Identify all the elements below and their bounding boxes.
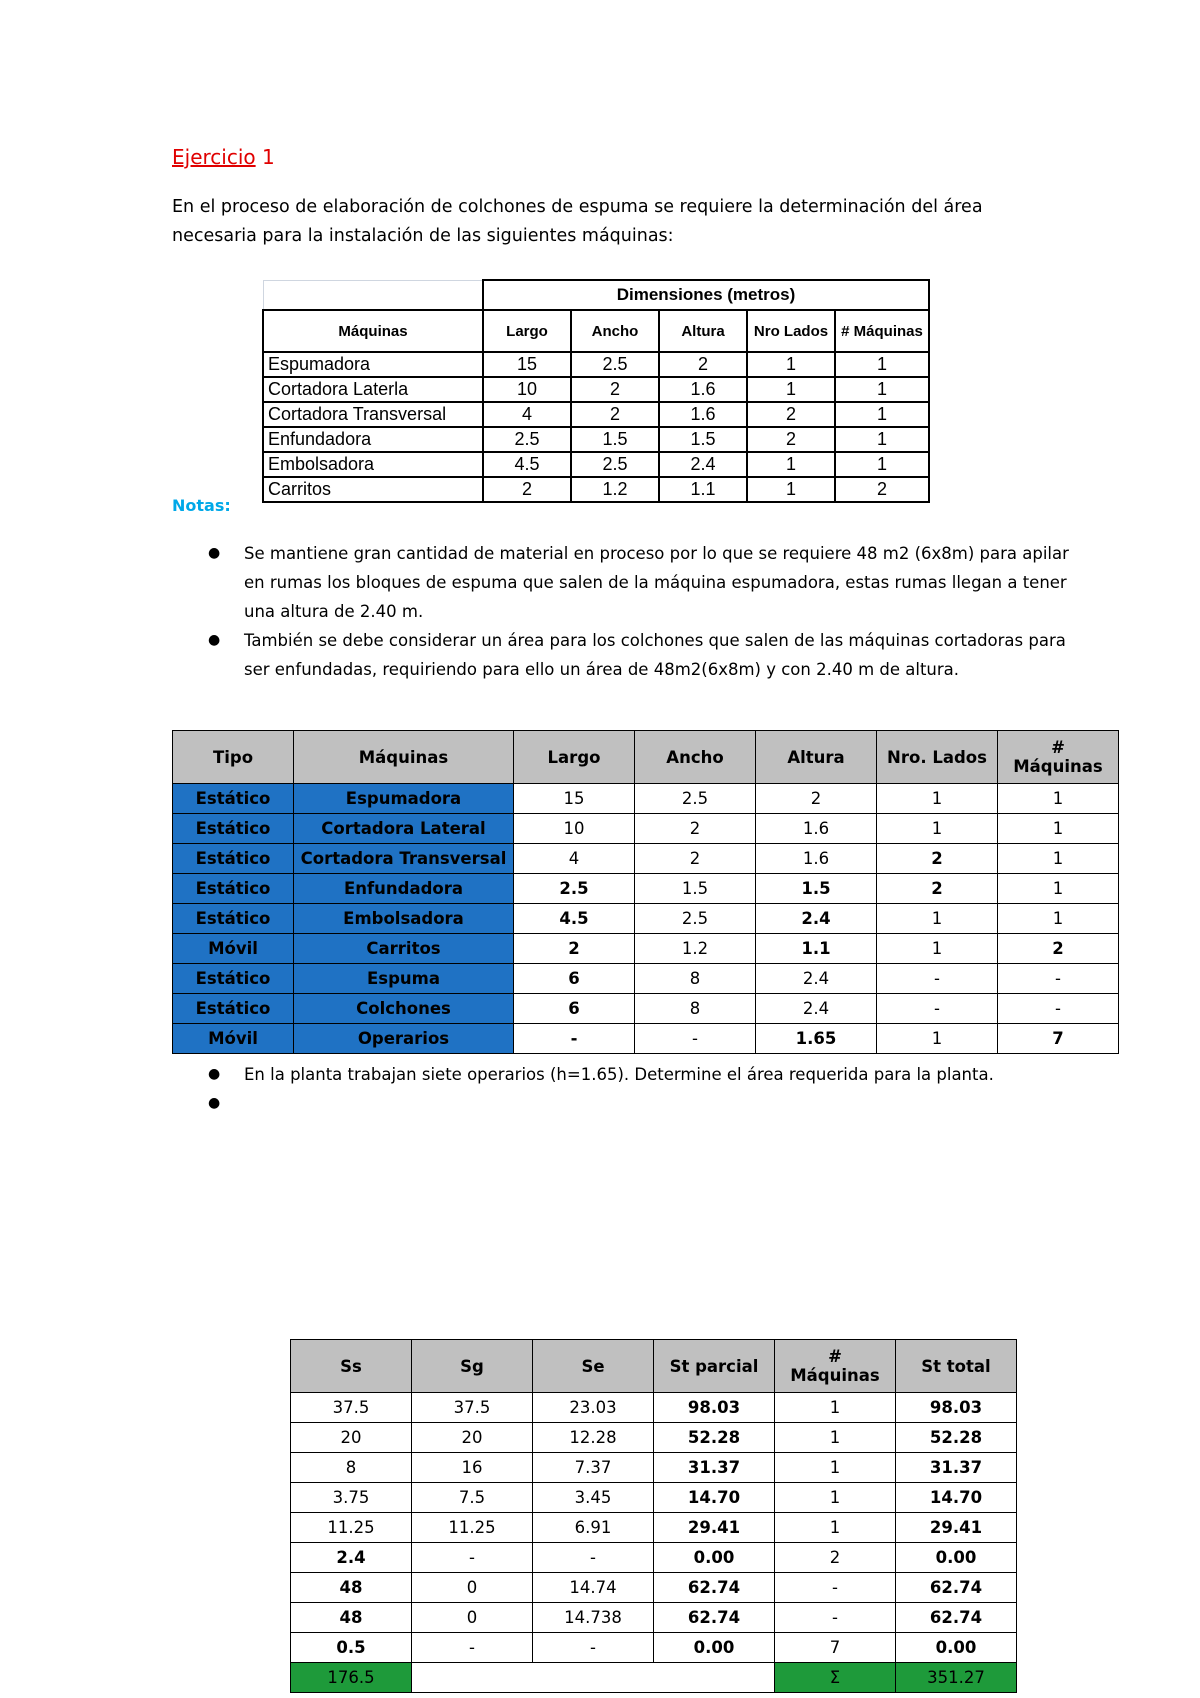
value-cell: 2.5 — [571, 352, 659, 377]
value-cell: 52.28 — [896, 1423, 1017, 1453]
table-row — [291, 1453, 1017, 1483]
note-text: Se mantiene gran cantidad de material en proceso por lo que se requiere 48 m2 (6x8m) para apilar en rumas los bloques de espuma que salen de la máquina espumadora, estas rumas llegan a tener una altura de 2.40 m. — [244, 544, 1069, 621]
value-cell: - — [635, 1024, 756, 1054]
machine-name-cell: Colchones — [294, 994, 514, 1024]
value-cell: - — [877, 994, 998, 1024]
type-cell: Estático — [173, 904, 294, 934]
value-cell: 7 — [998, 1024, 1119, 1054]
table-row — [173, 934, 1119, 964]
value-cell: 1 — [775, 1423, 896, 1453]
value-cell: 2 — [747, 427, 835, 452]
type-cell: Estático — [173, 874, 294, 904]
table-row — [173, 814, 1119, 844]
table2-header-hash: # — [1051, 738, 1065, 757]
value-cell: - — [412, 1543, 533, 1573]
value-cell: 62.74 — [896, 1603, 1017, 1633]
value-cell: 1.2 — [571, 477, 659, 502]
value-cell: 1 — [747, 352, 835, 377]
list-item — [172, 1060, 1084, 1089]
machine-name-cell: Enfundadora — [263, 427, 483, 452]
value-cell: 1 — [877, 904, 998, 934]
value-cell: 2 — [571, 377, 659, 402]
value-cell: 6 — [514, 994, 635, 1024]
machine-name-cell: Embolsadora — [263, 452, 483, 477]
table3-header — [775, 1340, 896, 1393]
value-cell: 1 — [835, 402, 929, 427]
value-cell: 1 — [747, 377, 835, 402]
value-cell: 2 — [514, 934, 635, 964]
table1-header-row — [263, 310, 929, 352]
value-cell: 1 — [747, 477, 835, 502]
machine-name-cell: Operarios — [294, 1024, 514, 1054]
table2-header — [998, 731, 1119, 784]
list-item — [172, 539, 1084, 626]
table-row — [291, 1483, 1017, 1513]
value-cell: 29.41 — [896, 1513, 1017, 1543]
value-cell: 98.03 — [896, 1393, 1017, 1423]
machine-name-cell: Cortadora Laterla — [263, 377, 483, 402]
value-cell: 48 — [291, 1573, 412, 1603]
type-cell: Móvil — [173, 1024, 294, 1054]
table1-header: Largo — [483, 310, 571, 352]
value-cell: 14.70 — [896, 1483, 1017, 1513]
machine-name-cell: Espuma — [294, 964, 514, 994]
value-cell: 12.28 — [533, 1423, 654, 1453]
value-cell: 0.00 — [654, 1633, 775, 1663]
value-cell: 20 — [412, 1423, 533, 1453]
value-cell: - — [877, 964, 998, 994]
value-cell: 1.5 — [756, 874, 877, 904]
value-cell: 4 — [483, 402, 571, 427]
table-row — [173, 994, 1119, 1024]
value-cell: 11.25 — [412, 1513, 533, 1543]
table-row — [173, 1024, 1119, 1054]
value-cell: 16 — [412, 1453, 533, 1483]
table-row — [291, 1633, 1017, 1663]
value-cell: - — [412, 1633, 533, 1663]
machine-name-cell: Espumadora — [263, 352, 483, 377]
table1-header: Altura — [659, 310, 747, 352]
bullet-icon: ● — [208, 632, 221, 648]
value-cell: 2.4 — [659, 452, 747, 477]
value-cell: 1 — [877, 814, 998, 844]
value-cell: 8 — [635, 964, 756, 994]
value-cell: 4.5 — [514, 904, 635, 934]
table-row — [291, 1393, 1017, 1423]
value-cell: 3.75 — [291, 1483, 412, 1513]
value-cell: 20 — [291, 1423, 412, 1453]
type-cell: Estático — [173, 994, 294, 1024]
question-text: En la planta trabajan siete operarios (h=1.65). Determine el área requerida para la planta. — [244, 1065, 994, 1084]
value-cell: - — [775, 1603, 896, 1633]
machine-name-cell: Embolsadora — [294, 904, 514, 934]
table1-header: Ancho — [571, 310, 659, 352]
value-cell: 1.6 — [659, 377, 747, 402]
table3-header: St parcial — [654, 1340, 775, 1393]
value-cell: 1.1 — [659, 477, 747, 502]
table2-header-row — [173, 731, 1119, 784]
value-cell: 0.00 — [896, 1543, 1017, 1573]
table2-header: Ancho — [635, 731, 756, 784]
value-cell: 52.28 — [654, 1423, 775, 1453]
value-cell: 48 — [291, 1603, 412, 1633]
value-cell: 1 — [775, 1393, 896, 1423]
notes-list — [172, 539, 1084, 684]
value-cell: 1.5 — [571, 427, 659, 452]
question-list — [172, 1060, 1084, 1111]
value-cell: 1.1 — [756, 934, 877, 964]
bullet-icon: ● — [208, 1066, 221, 1082]
value-cell: 1 — [877, 934, 998, 964]
table3-header: Se — [533, 1340, 654, 1393]
value-cell: 98.03 — [654, 1393, 775, 1423]
value-cell: 0.5 — [291, 1633, 412, 1663]
value-cell: 6 — [514, 964, 635, 994]
table3-header: Sg — [412, 1340, 533, 1393]
table-row — [291, 1573, 1017, 1603]
value-cell: 1 — [747, 452, 835, 477]
value-cell: 1 — [835, 452, 929, 477]
table2-header-maquinas: Máquinas — [1013, 757, 1103, 776]
table2-header: Altura — [756, 731, 877, 784]
value-cell: 10 — [483, 377, 571, 402]
value-cell: 10 — [514, 814, 635, 844]
table-row — [263, 352, 929, 377]
table3-header: Ss — [291, 1340, 412, 1393]
value-cell: 14.74 — [533, 1573, 654, 1603]
table-row — [263, 427, 929, 452]
type-cell: Estático — [173, 784, 294, 814]
total-ss-cell: 176.5 — [291, 1663, 412, 1693]
table1-header: Máquinas — [263, 310, 483, 352]
type-cell: Estático — [173, 844, 294, 874]
list-item — [172, 626, 1084, 684]
value-cell: 7.5 — [412, 1483, 533, 1513]
value-cell: - — [775, 1573, 896, 1603]
table3-header-hash: # — [828, 1347, 842, 1366]
machine-name-cell: Cortadora Transversal — [263, 402, 483, 427]
value-cell: 2.5 — [571, 452, 659, 477]
table1-group-row — [263, 280, 929, 310]
value-cell: 2 — [835, 477, 929, 502]
value-cell: 2.5 — [483, 427, 571, 452]
table1-blank-cell — [263, 280, 483, 310]
table3-header-maquinas: Máquinas — [790, 1366, 880, 1385]
value-cell: 11.25 — [291, 1513, 412, 1543]
value-cell: 2 — [635, 814, 756, 844]
table-row — [173, 844, 1119, 874]
table-row — [291, 1423, 1017, 1453]
value-cell: 1 — [877, 1024, 998, 1054]
value-cell: 4 — [514, 844, 635, 874]
value-cell: - — [998, 994, 1119, 1024]
value-cell: 2 — [877, 844, 998, 874]
total-blank-cell — [412, 1663, 775, 1693]
machines-dimensions-table — [262, 279, 930, 503]
machine-name-cell: Carritos — [294, 934, 514, 964]
machine-name-cell: Espumadora — [294, 784, 514, 814]
value-cell: 1 — [835, 352, 929, 377]
bullet-icon: ● — [208, 1095, 221, 1111]
value-cell: - — [533, 1543, 654, 1573]
value-cell: 1 — [998, 844, 1119, 874]
value-cell: 7.37 — [533, 1453, 654, 1483]
value-cell: 1 — [775, 1453, 896, 1483]
value-cell: 3.45 — [533, 1483, 654, 1513]
table-row — [263, 377, 929, 402]
value-cell: 2.5 — [635, 904, 756, 934]
value-cell: 62.74 — [654, 1603, 775, 1633]
value-cell: 1.2 — [635, 934, 756, 964]
value-cell: 0 — [412, 1603, 533, 1633]
table3-header: St total — [896, 1340, 1017, 1393]
value-cell: 1 — [835, 427, 929, 452]
total-st-cell: 351.27 — [896, 1663, 1017, 1693]
table-row — [291, 1603, 1017, 1633]
value-cell: 1 — [877, 784, 998, 814]
exercise-title-word: Ejercicio — [172, 145, 256, 169]
value-cell: 14.738 — [533, 1603, 654, 1633]
value-cell: 2.5 — [635, 784, 756, 814]
value-cell: 2 — [877, 874, 998, 904]
value-cell: 0.00 — [896, 1633, 1017, 1663]
machine-name-cell: Carritos — [263, 477, 483, 502]
value-cell: 1.5 — [635, 874, 756, 904]
value-cell: 1 — [998, 814, 1119, 844]
value-cell: 62.74 — [896, 1573, 1017, 1603]
machine-name-cell: Cortadora Lateral — [294, 814, 514, 844]
value-cell: 1 — [998, 784, 1119, 814]
value-cell: 8 — [291, 1453, 412, 1483]
table-row — [173, 784, 1119, 814]
value-cell: 1.6 — [756, 844, 877, 874]
table-row — [291, 1543, 1017, 1573]
value-cell: 2.4 — [756, 994, 877, 1024]
value-cell: - — [533, 1633, 654, 1663]
value-cell: 1.65 — [756, 1024, 877, 1054]
value-cell: - — [998, 964, 1119, 994]
notes-label: Notas: — [172, 496, 231, 515]
value-cell: 15 — [514, 784, 635, 814]
value-cell: 0 — [412, 1573, 533, 1603]
value-cell: 2 — [998, 934, 1119, 964]
exercise-title-number: 1 — [255, 145, 275, 169]
value-cell: 2.4 — [756, 904, 877, 934]
value-cell: 2.4 — [756, 964, 877, 994]
value-cell: 37.5 — [291, 1393, 412, 1423]
value-cell: 1.6 — [756, 814, 877, 844]
table-row — [173, 904, 1119, 934]
table-row — [173, 964, 1119, 994]
table2-header: Máquinas — [294, 731, 514, 784]
machine-name-cell: Cortadora Transversal — [294, 844, 514, 874]
value-cell: 8 — [635, 994, 756, 1024]
value-cell: 31.37 — [896, 1453, 1017, 1483]
value-cell: 62.74 — [654, 1573, 775, 1603]
table2-header: Tipo — [173, 731, 294, 784]
value-cell: 31.37 — [654, 1453, 775, 1483]
value-cell: 0.00 — [654, 1543, 775, 1573]
value-cell: 2 — [659, 352, 747, 377]
sigma-cell: Σ — [775, 1663, 896, 1693]
value-cell: 2 — [756, 784, 877, 814]
value-cell: - — [514, 1024, 635, 1054]
table1-group-header: Dimensiones (metros) — [483, 280, 929, 310]
bullet-icon: ● — [208, 545, 221, 561]
value-cell: 2 — [747, 402, 835, 427]
table2-header: Largo — [514, 731, 635, 784]
value-cell: 1.6 — [659, 402, 747, 427]
table-row — [173, 874, 1119, 904]
value-cell: 1 — [775, 1513, 896, 1543]
value-cell: 37.5 — [412, 1393, 533, 1423]
value-cell: 2.5 — [514, 874, 635, 904]
table-row — [291, 1513, 1017, 1543]
value-cell: 15 — [483, 352, 571, 377]
table3-header-row — [291, 1340, 1017, 1393]
area-results-table — [290, 1339, 1017, 1693]
table1-header: Nro Lados — [747, 310, 835, 352]
value-cell: 4.5 — [483, 452, 571, 477]
value-cell: 23.03 — [533, 1393, 654, 1423]
value-cell: 1.5 — [659, 427, 747, 452]
machine-name-cell: Enfundadora — [294, 874, 514, 904]
table-row — [263, 402, 929, 427]
exercise-title — [172, 145, 275, 169]
value-cell: 1 — [835, 377, 929, 402]
value-cell: 2 — [571, 402, 659, 427]
value-cell: 29.41 — [654, 1513, 775, 1543]
type-cell: Estático — [173, 814, 294, 844]
value-cell: 14.70 — [654, 1483, 775, 1513]
note-text: También se debe considerar un área para los colchones que salen de las máquinas cortadoras para ser enfundadas, requiriendo para ello un área de 48m2(6x8m) y con 2.40 m de altura. — [244, 631, 1066, 679]
type-cell: Móvil — [173, 934, 294, 964]
table-row — [263, 452, 929, 477]
intro-paragraph: En el proceso de elaboración de colchones de espuma se requiere la determinación del área necesaria para la instalación de las siguientes máquinas: — [172, 197, 983, 246]
value-cell: 1 — [775, 1483, 896, 1513]
machine-type-table — [172, 730, 1119, 1054]
value-cell: 2 — [635, 844, 756, 874]
type-cell: Estático — [173, 964, 294, 994]
table3-total-row — [291, 1663, 1017, 1693]
value-cell: 2 — [775, 1543, 896, 1573]
value-cell: 1 — [998, 904, 1119, 934]
value-cell: 7 — [775, 1633, 896, 1663]
table2-header: Nro. Lados — [877, 731, 998, 784]
value-cell: 6.91 — [533, 1513, 654, 1543]
value-cell: 2 — [483, 477, 571, 502]
value-cell: 1 — [998, 874, 1119, 904]
table-row — [263, 477, 929, 502]
table1-header: # Máquinas — [835, 310, 929, 352]
value-cell: 2.4 — [291, 1543, 412, 1573]
